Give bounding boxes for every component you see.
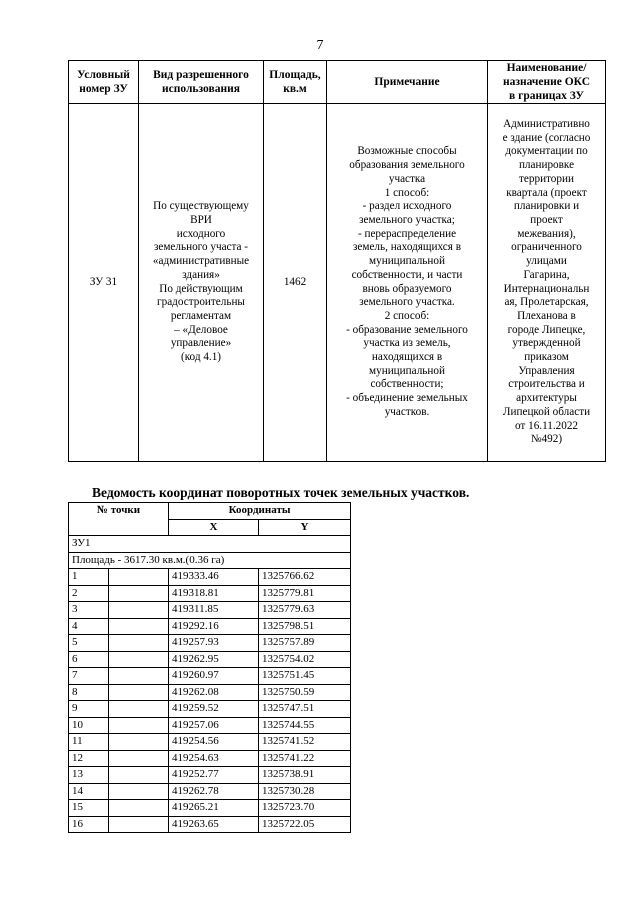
- parcel-table: [68, 60, 606, 462]
- point-number: 2: [69, 585, 109, 602]
- text-line: архитектуры: [516, 392, 577, 405]
- point-number: 11: [69, 734, 109, 751]
- coord-row: [69, 767, 351, 784]
- point-number: 13: [69, 767, 109, 784]
- text-line: Плеханова в: [517, 309, 576, 322]
- coord-x: 419263.65: [169, 816, 259, 833]
- header-point-number: № точки: [69, 503, 169, 536]
- text-line: участка из земель,: [363, 337, 451, 350]
- coords-heading: Ведомость координат поворотных точек земельных участков.: [92, 485, 470, 500]
- coord-x: 419262.08: [169, 684, 259, 701]
- empty-cell: [109, 602, 169, 619]
- text-line: градостроительны: [157, 296, 245, 309]
- parcel-oks: [488, 104, 606, 462]
- text-line: «административные: [152, 255, 250, 268]
- text-line: земельного участка;: [359, 213, 455, 226]
- coord-y: 1325741.22: [259, 750, 351, 767]
- point-number: 10: [69, 717, 109, 734]
- text-line: исходного: [176, 227, 226, 240]
- text-line: находящихся в: [371, 351, 443, 364]
- permitted-use: [139, 104, 264, 462]
- text-line: в границах ЗУ: [509, 90, 584, 102]
- text-line: По действующим: [159, 282, 243, 295]
- coord-row: [69, 701, 351, 718]
- text-line: квартала (проект: [506, 186, 587, 199]
- text-line: Административно: [503, 118, 590, 131]
- coord-row: [69, 717, 351, 734]
- header-oks: [488, 61, 606, 104]
- coord-y: 1325738.91: [259, 767, 351, 784]
- header-note: [327, 61, 488, 104]
- coord-y: 1325798.51: [259, 618, 351, 635]
- parcel-number: ЗУ 31: [69, 104, 139, 462]
- coord-row: [69, 734, 351, 751]
- parcel-label: ЗУ1: [69, 536, 351, 553]
- coord-y: 1325741.52: [259, 734, 351, 751]
- point-number: 16: [69, 816, 109, 833]
- text-line: Наименование/: [506, 62, 587, 74]
- text-line: Вид разрешенного: [153, 69, 249, 81]
- text-line: здания»: [182, 268, 220, 281]
- text-line: Липецкой области: [502, 405, 591, 418]
- coord-x: 419252.77: [169, 767, 259, 784]
- empty-cell: [109, 800, 169, 817]
- coord-y: 1325747.51: [259, 701, 351, 718]
- text-line: собственности, и части: [351, 268, 463, 281]
- empty-cell: [109, 750, 169, 767]
- text-line: планировки и: [513, 200, 580, 213]
- empty-cell: [109, 734, 169, 751]
- text-line: документации по: [505, 145, 588, 158]
- point-number: 6: [69, 651, 109, 668]
- coord-x: 419257.93: [169, 635, 259, 652]
- coord-y: 1325766.62: [259, 569, 351, 586]
- text-line: е здание (согласно: [502, 131, 591, 144]
- text-line: планировке: [518, 159, 575, 172]
- coord-row: [69, 569, 351, 586]
- text-line: муниципальной: [369, 364, 445, 377]
- point-number: 12: [69, 750, 109, 767]
- header-area: [264, 61, 327, 104]
- text-line: (код 4.1): [180, 351, 222, 364]
- area-row: [69, 552, 351, 569]
- empty-cell: [109, 717, 169, 734]
- coord-x: 419292.16: [169, 618, 259, 635]
- empty-cell: [109, 635, 169, 652]
- text-line: земельного участа -: [153, 241, 249, 254]
- coord-y: 1325722.05: [259, 816, 351, 833]
- empty-cell: [109, 783, 169, 800]
- coord-row: [69, 783, 351, 800]
- text-line: утвержденной: [512, 337, 581, 350]
- coord-row: [69, 750, 351, 767]
- text-line: участка: [388, 172, 426, 185]
- empty-cell: [109, 569, 169, 586]
- header-coordinates: Координаты: [169, 503, 351, 520]
- text-line: – «Деловое: [174, 323, 228, 336]
- coord-row: [69, 800, 351, 817]
- coord-x: 419257.06: [169, 717, 259, 734]
- text-line: земельного участка.: [359, 296, 455, 309]
- coords-header-row: [69, 503, 351, 520]
- coord-y: 1325779.81: [259, 585, 351, 602]
- text-line: межевания),: [517, 227, 576, 240]
- text-line: - раздел исходного: [362, 200, 452, 213]
- coord-y: 1325757.89: [259, 635, 351, 652]
- coordinates-table: [68, 502, 351, 833]
- text-line: собственности;: [370, 378, 444, 391]
- text-line: вновь образуемого: [362, 282, 452, 295]
- text-line: Возможные способы: [357, 145, 457, 158]
- text-line: - перераспределение: [357, 227, 457, 240]
- text-line: управление»: [170, 337, 232, 350]
- coord-y: 1325754.02: [259, 651, 351, 668]
- header-permitted-use: [139, 61, 264, 104]
- header-parcel-number: [69, 61, 139, 104]
- text-line: ВРИ: [190, 213, 212, 226]
- coord-row: [69, 668, 351, 685]
- parcel-area: 1462: [264, 104, 327, 462]
- empty-cell: [109, 651, 169, 668]
- empty-cell: [109, 701, 169, 718]
- parcel-note: [327, 104, 488, 462]
- coord-x: 419333.46: [169, 569, 259, 586]
- text-line: Примечание: [374, 76, 440, 88]
- point-number: 7: [69, 668, 109, 685]
- coord-x: 419318.81: [169, 585, 259, 602]
- text-line: Гагарина,: [523, 268, 570, 281]
- point-number: 4: [69, 618, 109, 635]
- text-line: участков.: [384, 405, 430, 418]
- empty-cell: [109, 618, 169, 635]
- text-line: 1 способ:: [384, 186, 430, 199]
- point-number: 14: [69, 783, 109, 800]
- coord-y: 1325750.59: [259, 684, 351, 701]
- header-y: Y: [259, 519, 351, 536]
- empty-cell: [109, 684, 169, 701]
- coord-x: 419262.95: [169, 651, 259, 668]
- coord-row: [69, 816, 351, 833]
- page-number: 7: [316, 38, 324, 53]
- coord-y: 1325730.28: [259, 783, 351, 800]
- text-line: №492): [530, 433, 563, 446]
- empty-cell: [109, 816, 169, 833]
- coord-y: 1325751.45: [259, 668, 351, 685]
- text-line: номер ЗУ: [79, 83, 128, 95]
- text-line: земель, находящихся в: [352, 241, 461, 254]
- text-line: использования: [162, 83, 240, 95]
- point-number: 9: [69, 701, 109, 718]
- coord-row: [69, 684, 351, 701]
- text-line: Управления: [518, 364, 575, 377]
- point-number: 15: [69, 800, 109, 817]
- coord-y: 1325723.70: [259, 800, 351, 817]
- text-line: муниципальной: [369, 255, 445, 268]
- coord-row: [69, 585, 351, 602]
- coord-x: 419259.52: [169, 701, 259, 718]
- coord-x: 419254.56: [169, 734, 259, 751]
- parcel-label-row: [69, 536, 351, 553]
- text-line: Площадь,: [269, 69, 321, 81]
- text-line: Условный: [77, 69, 130, 81]
- text-line: По существующему: [153, 200, 249, 213]
- empty-cell: [109, 585, 169, 602]
- coord-x: 419265.21: [169, 800, 259, 817]
- text-line: территории: [519, 172, 574, 185]
- coord-x: 419311.85: [169, 602, 259, 619]
- coord-row: [69, 651, 351, 668]
- text-line: улицами: [526, 255, 567, 268]
- text-line: приказом: [524, 351, 569, 364]
- coord-x: 419262.78: [169, 783, 259, 800]
- text-line: городе Липецке,: [507, 323, 586, 336]
- text-line: регламентам: [170, 309, 232, 322]
- text-line: - образование земельного: [346, 323, 468, 336]
- coord-x: 419254.63: [169, 750, 259, 767]
- text-line: строительства и: [508, 378, 585, 391]
- coord-x: 419260.97: [169, 668, 259, 685]
- text-line: ая, Пролетарская,: [504, 296, 589, 309]
- text-line: Интернациональн: [503, 282, 590, 295]
- text-line: ограниченного: [511, 241, 582, 254]
- point-number: 8: [69, 684, 109, 701]
- text-line: назначение ОКС: [502, 76, 591, 88]
- coord-row: [69, 618, 351, 635]
- parcel-row: [69, 104, 606, 462]
- text-line: кв.м: [283, 83, 307, 95]
- text-line: - объединение земельных: [346, 392, 468, 405]
- parcel-area-text: Площадь - 3617.30 кв.м.(0.36 га): [69, 552, 351, 569]
- coord-y: 1325779.63: [259, 602, 351, 619]
- point-number: 5: [69, 635, 109, 652]
- empty-cell: [109, 767, 169, 784]
- text-line: 2 способ:: [384, 309, 430, 322]
- coord-row: [69, 602, 351, 619]
- point-number: 1: [69, 569, 109, 586]
- point-number: 3: [69, 602, 109, 619]
- text-line: образования земельного: [349, 159, 465, 172]
- text-line: от 16.11.2022: [514, 419, 579, 432]
- parcel-table-header: [69, 61, 606, 104]
- header-x: X: [169, 519, 259, 536]
- text-line: проект: [530, 213, 563, 226]
- empty-cell: [109, 668, 169, 685]
- coord-row: [69, 635, 351, 652]
- coord-y: 1325744.55: [259, 717, 351, 734]
